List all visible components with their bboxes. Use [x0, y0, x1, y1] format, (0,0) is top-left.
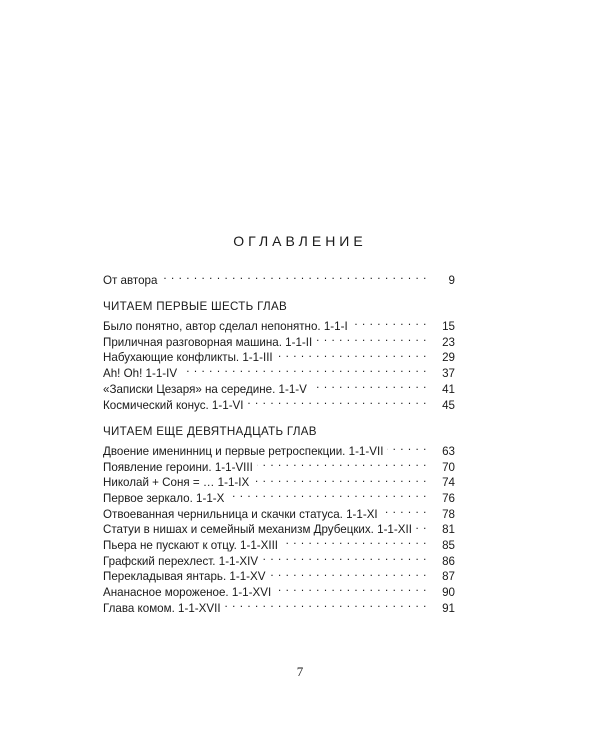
- leader-dots: [277, 346, 427, 362]
- toc-entry-label: От автора: [103, 273, 158, 287]
- toc-entry-label: Набухающие конфликты. 1-1-III: [103, 351, 273, 365]
- toc-entry-label: Первое зеркало. 1-1-X: [103, 491, 225, 505]
- toc-entry-page: 76: [442, 491, 455, 505]
- toc-entry-page: 81: [442, 523, 455, 537]
- toc-entry-label: «Записки Цезаря» на середине. 1-1-V: [103, 382, 307, 396]
- leader-dots: [262, 549, 427, 565]
- toc-entry-page: 63: [442, 444, 455, 458]
- section-heading: ЧИТАЕМ ПЕРВЫЕ ШЕСТЬ ГЛАВ: [103, 299, 288, 313]
- toc-entry-page: 85: [442, 539, 455, 552]
- toc-entry-page: 78: [442, 507, 455, 521]
- leader-dots: [382, 502, 427, 518]
- leader-dots: [387, 439, 427, 455]
- leader-dots: [225, 596, 427, 612]
- toc-entry-label: Появление героини. 1-1-VIII: [103, 460, 253, 474]
- toc-entry-label: Ананасное мороженое. 1-1-XVI: [103, 586, 272, 600]
- section-entries: [103, 439, 455, 615]
- toc-entry-page: 70: [442, 460, 455, 474]
- toc-entry-label: Пьера не пускают к отцу. 1-1-XIII: [103, 539, 279, 552]
- toc-entry-intro[interactable]: [103, 268, 455, 287]
- leader-dots: [228, 486, 427, 502]
- toc-entry-label: Графский перехлест. 1-1-XIV: [103, 554, 259, 568]
- leader-dots: [316, 330, 427, 346]
- toc-entry-label: Николай + Соня = … 1-1-IX: [103, 476, 250, 490]
- toc-entry-page: 41: [442, 382, 455, 396]
- table-of-contents: [103, 268, 455, 615]
- toc-entry-page: 90: [442, 586, 455, 600]
- leader-dots: [253, 471, 427, 487]
- leader-dots: [181, 361, 427, 377]
- toc-entry-page: 87: [442, 570, 455, 584]
- toc-entry-label: Статуи в нишах и семейный механизм Друбецких. 1-1-XII: [103, 523, 412, 537]
- section-entries: [103, 314, 455, 412]
- toc-entry-page: 86: [442, 554, 455, 568]
- toc-entry-label: Было понятно, автор сделал непонятно. 1-1-I: [103, 320, 348, 334]
- toc-entry-label: Перекладывая янтарь. 1-1-XV: [103, 570, 266, 584]
- leader-dots: [311, 377, 427, 393]
- toc-entry[interactable]: [103, 314, 455, 334]
- leader-dots: [282, 533, 427, 549]
- toc-entry-page: 23: [442, 335, 455, 349]
- toc-entry-page: 29: [442, 351, 455, 365]
- toc-entry-page: 45: [442, 398, 455, 412]
- leader-dots: [248, 393, 427, 409]
- toc-entry-label: Двоение именинниц и первые ретроспекции. 1-1-VII: [103, 444, 384, 458]
- section-heading: ЧИТАЕМ ЕЩЕ ДЕВЯТНАДЦАТЬ ГЛАВ: [103, 424, 317, 438]
- toc-entry-label: Ah! Oh! 1-1-IV: [103, 367, 178, 381]
- page-number: 7: [296, 664, 304, 679]
- toc-entry-page: 9: [448, 273, 455, 287]
- leader-dots: [161, 268, 427, 284]
- toc-entry[interactable]: [103, 439, 455, 458]
- toc-entry-page: 15: [442, 320, 455, 334]
- toc-entry-page: 91: [442, 601, 455, 615]
- leader-dots: [416, 518, 427, 534]
- toc-entry-label: Глава комом. 1-1-XVII: [103, 601, 221, 615]
- toc-entry-label: Приличная разговорная машина. 1-1-II: [103, 335, 313, 349]
- leader-dots: [257, 455, 427, 471]
- toc-entry-page: 37: [442, 367, 455, 381]
- toc-entry-label: Космический конус. 1-1-VI: [103, 398, 244, 412]
- toc-title: ОГЛАВЛЕНИЕ: [233, 233, 367, 249]
- leader-dots: [352, 314, 427, 330]
- leader-dots: [270, 565, 428, 581]
- leader-dots: [275, 580, 427, 596]
- toc-entry-page: 74: [442, 476, 455, 490]
- toc-entry-label: Отвоеванная чернильница и скачки статуса. 1-1-XI: [103, 507, 378, 521]
